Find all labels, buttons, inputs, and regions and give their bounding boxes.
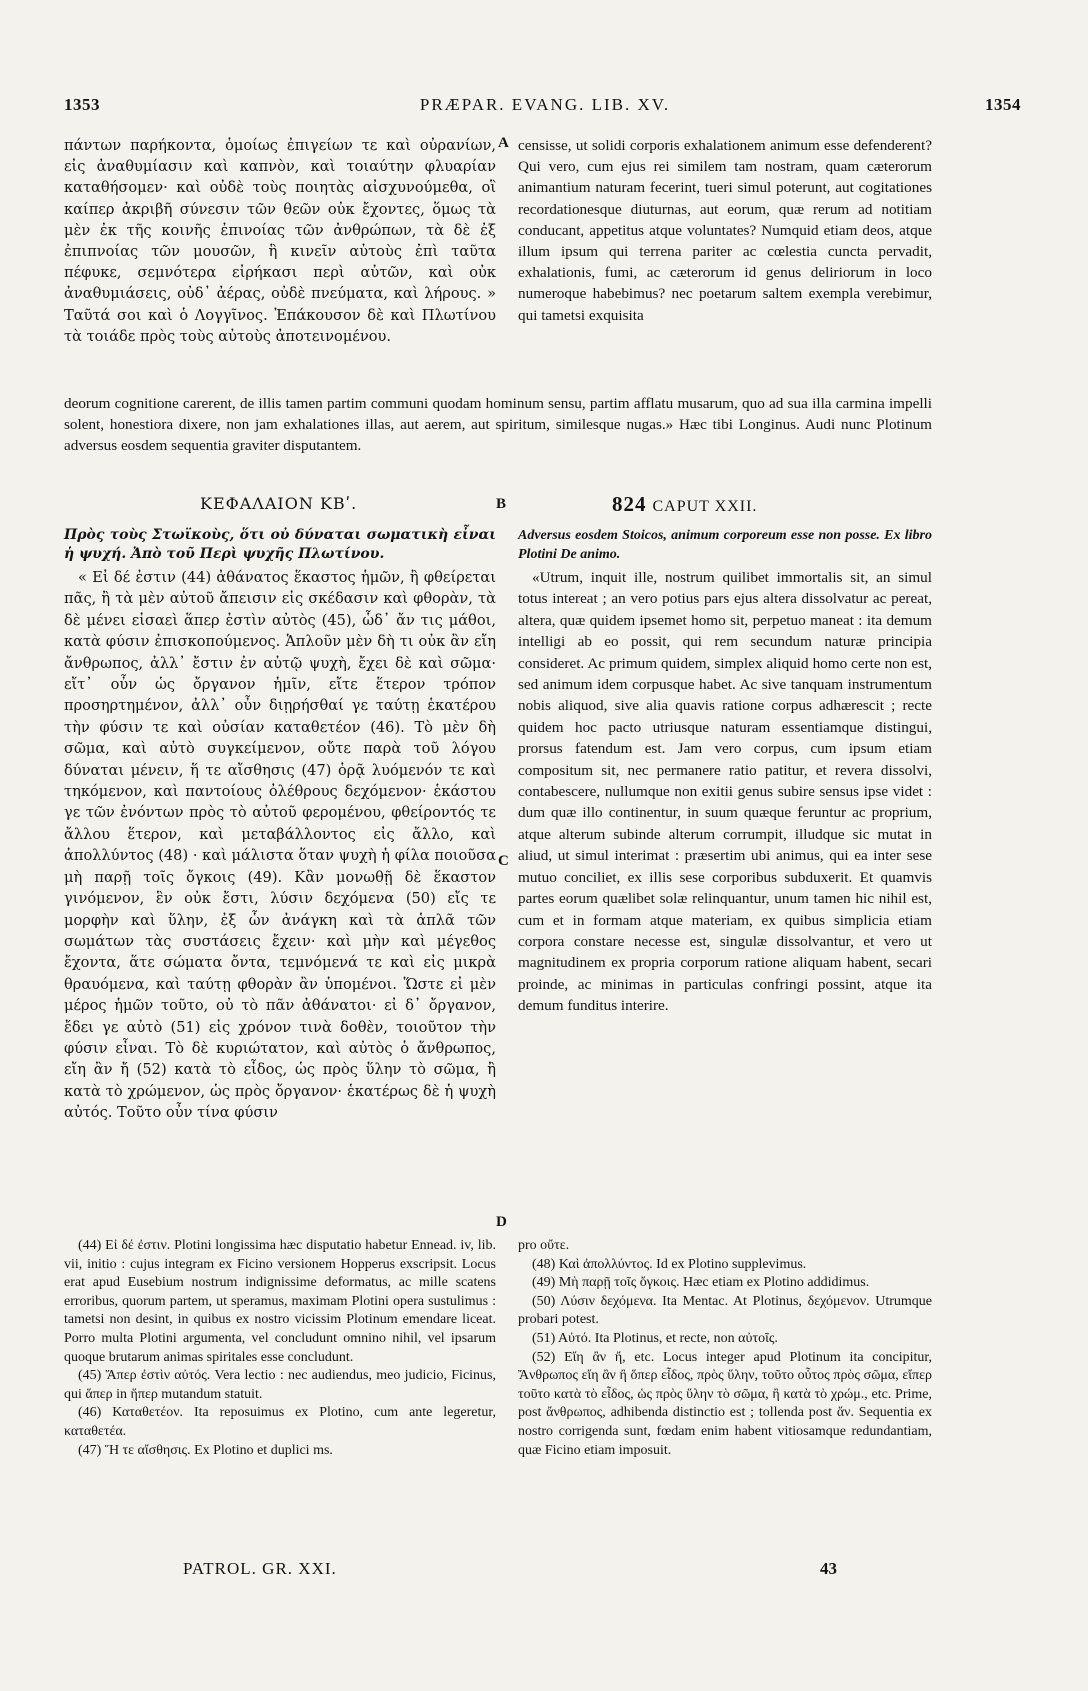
margin-letter-b: B <box>496 496 507 512</box>
greek-body-text: « Εἰ δέ ἐστιν (44) ἀθάνατος ἕκαστος ἡμῶν, ἢ φθείρεται πᾶς, ἢ τὰ μὲν αὐτοῦ ἄπεισιν εἰς σκέδασιν καὶ φθορὰν, τὰ δὲ μένει εἰσαεὶ ἅπερ ἐστὶν αὐτὸς (45), ὧδ᾽ ἄν τις μάθοι, κατὰ φύσιν ἐπισκοπούμενος. Ἁπλοῦν μὲν δὴ τι οὐκ ἂν εἴη ἄνθρωπος, ἀλλ᾽ ἔστιν ἐν αὐτῷ ψυχὴ, ἔχει δὲ καὶ σῶμα· εἴτ᾽ οὖν ὡς ὄργανον ἡμῖν, εἴτε ἕτερον τρόπον προσηρτημένον, ἀλλ᾽ οὖν διῃρήσθαί γε ταύτῃ ἑκατέρου τὴν φύσιν τε καὶ οὐσίαν καταθετέον (46). Τὸ μὲν δὴ σῶμα, καὶ αὐτὸ συγκείμενον, οὔτε παρὰ τοῦ λόγου δύναται μένειν, ἥ τε αἴσθησις (47) ὁρᾷ λυόμενόν τε καὶ τηκόμενον, καὶ παντοίους ὀλέθρους δεχόμενον· ἑκάστου γε τῶν ἐνόντων πρὸς τὸ αὐτοῦ φερομένου, φθείροντός τε ἄλλου ἕτερον, καὶ μεταβάλλοντος εἰς ἄλλο, καὶ ἀπολλύντος (48) · καὶ μάλιστα ὅταν ψυχὴ ἡ φίλα ποιοῦσα μὴ παρῇ τοῖς ὄγκοις (49). Κἂν μονωθῇ δὲ ἕκαστον γινόμενον, ἓν οὐκ ἔστι, λύσιν δεχόμενα (50) εἴς τε μορφὴν καὶ ὕλην, ἐξ ὧν ἀνάγκη καὶ τὰ ἁπλᾶ τῶν σωμάτων τὰς συστάσεις ἔχειν· καὶ μὴν καὶ μέγεθος ἔχοντα, ἅτε σώματα ὄντα, τεμνόμενά τε καὶ εἰς μικρὰ θραυόμενα, καὶ ταύτῃ φθορὰν ἂν ὑπομένοι. Ὥστε εἰ μὲν μέρος ἡμῶν τοῦτο, οὐ τὸ πᾶν ἀθάνατοι· εἰ δ᾽ ὄργανον, ἔδει γε αὐτὸ (51) εἰς χρόνον τινὰ δοθὲν, τοιοῦτον τὴν φύσιν εἶναι. Τὸ δὲ κυριώτατον, καὶ αὐτὸς ὁ ἄνθρωπος, εἴη ἂν ἤ (52) κατὰ τὸ εἶδος, ὡς πρὸς ὕλην τὸ σῶμα, ἢ κατὰ τὸ χρώμενον, ὡς πρὸς ὄργανον· ἑκατέρως δὲ ἡ ψυχὴ αὐτός. Τοῦτο οὖν τίνα φύσιν <box>64 569 496 1122</box>
latin-top-text: censisse, ut solidi corporis exhalationem animum esse defenderent? Qui vero, cum ejus rei similem tam nostram, quam cæterorum animantium naturam fecerint, tueri simul poterunt, aut cogitationes recordationesque diuturnas, aut eorum, quæ rerum ad notitiam conducant, appetitus atque voluntates? Numquid etiam deos, atque illum ipsum qui terrena pariter ac cœlestia cuncta pervadit, exhalationis, fumi, ac cæterorum id genus deliriorum in loco numeroque habebimus? nec poetarum saltem exempla verebimur, qui tametsi exquisita <box>518 137 932 324</box>
greek-body-column <box>64 567 496 1124</box>
latin-top-column <box>518 135 932 326</box>
greek-chapter-heading: ΚΕΦΑΛΑΙΟΝ ΚΒʹ. <box>200 494 358 513</box>
chapter-number: 824 <box>612 492 647 516</box>
footnotes-left <box>64 1237 496 1460</box>
greek-top-text: πάντων παρήκοντα, ὁμοίως ἐπιγείων τε καὶ οὐρανίων, εἰς ἀναθυμίασιν καὶ καπνὸν, καὶ τοιαύτην φλυαρίαν καταθήσομεν· καὶ οὐδὲ τοὺς ποιητὰς αἰσχυνούμεθα, οἳ καίπερ ἀκριβῆ σύνεσιν τῶν θεῶν οὐκ ἔχοντες, ὅμως τὰ μὲν ἐκ τῆς κοινῆς ἐπινοίας τῶν ἀνθρώπων, τὰ δὲ ἐξ ἐπιπνοίας τῶν μουσῶν, ἣ κινεῖν αὐτοὺς ἐπὶ ταῦτα πέφυκε, σεμνότερα εἰρήκασι περὶ αὐτῶν, καὶ οὐκ ἀναθυμιάσεις, οὐδ᾽ ἀέρας, οὐδὲ πνεύματα, καὶ λήρους. » Ταῦτά σοι καὶ ὁ Λογγῖνος. Ἐπάκουσον δὲ καὶ Πλωτίνου τὰ τοιάδε πρὸς τοὺς αὐτοὺς ἀποτεινομένου. <box>64 137 496 345</box>
full-width-paragraph <box>64 393 932 457</box>
footnote: (45) Ἅπερ ἐστὶν αὐτός. Vera lectio : nec audiendus, meo judicio, Ficinus, qui ἅπερ in ἥπερ mutandum statuit. <box>64 1368 496 1402</box>
footnote: (51) Αὐτό. Ita Plotinus, et recte, non αὐτοῖς. <box>532 1330 778 1346</box>
margin-letter-a: A <box>498 135 509 151</box>
footnote: (49) Μὴ παρῇ τοῖς ὄγκοις. Hæc etiam ex Plotino addidimus. <box>532 1275 870 1291</box>
page-number-right: 1354 <box>985 95 1021 114</box>
footnotes-right <box>518 1237 932 1460</box>
footnote: (47) Ἥ τε αἴσθησις. Ex Plotino et duplici ms. <box>78 1442 333 1458</box>
latin-chapter-heading <box>612 492 757 517</box>
footnote: (52) Εἴη ἂν ἤ, etc. Locus integer apud Plotinum ita concipitur, Ἄνθρωπος εἴη ἂν ἢ ὅπερ εἶδος, πρὸς ὕλην, τοῦτο οὗτος πρὸς σῶμα, εἴπερ τοῦτο κατὰ τὸ εἶδος, ὡς πρὸς ὕλην τὸ σῶμα, ἢ κατὰ τὸ χρώμ., etc. Prime, post ἄνθρωπος, adhibenda distinctio est ; tollenda post ἄν. Sequentia ex nostro corrigenda sunt, fœdam enim habent vitiosamque redundantiam, quæ Ficino etiam imposuit. <box>518 1349 932 1458</box>
footnote: (50) Λύσιν δεχόμενα. Ita Mentac. At Plotinus, δεχόμενον. Utrumque probari potest. <box>518 1293 932 1328</box>
greek-top-column <box>64 135 496 347</box>
latin-body-column <box>518 567 932 1017</box>
page-number-left: 1353 <box>64 95 100 114</box>
full-width-text: deorum cognitione carerent, de illis tamen partim communi quodam hominum sensu, partim afflatu musarum, quo ad sua illa carmina impelli solent, honestiora dixere, non jam exhalationes illas, aut aerem, aut spiritum, similesque nugas.» Hæc tibi Longinus. Audi nunc Plotinum adversus eosdem sequentia graviter disputantem. <box>64 395 932 455</box>
footnote: (46) Καταθετέον. Ita reposuimus ex Plotino, cum ante legeretur, καταθετέα. <box>64 1405 496 1439</box>
margin-letter-d: D <box>496 1214 507 1230</box>
footnote: (48) Καὶ ἀπολλύντος. Id ex Plotino supplevimus. <box>532 1256 807 1272</box>
chapter-title: CAPUT XXII. <box>652 498 758 515</box>
footer-series: PATROL. GR. XXI. <box>183 1559 337 1578</box>
footnote: pro οὔτε. <box>518 1238 570 1253</box>
greek-subtitle: Πρὸς τοὺς Στωϊκοὺς, ὅτι οὐ δύναται σωματικὴ εἶναι ἡ ψυχή. Ἀπὸ τοῦ Περὶ ψυχῆς Πλωτίνου. <box>64 527 496 562</box>
margin-letter-c: C <box>498 853 509 869</box>
latin-subtitle: Adversus eosdem Stoicos, animum corporeum esse non posse. Ex libro Plotini De animo. <box>518 528 932 562</box>
latin-body-text: «Utrum, inquit ille, nostrum quilibet immortalis sit, an simul totus intereat ; an vero potius pars ejus altera dissolvatur ac pereat, altera, quæ quidem ipsemet homo sit, perpetuo maneat : ita demum intelligi ab eo possit, qui rem secundum naturæ principia consideret. Ac primum quidem, simplex aliquid homo certe non est, sed animum idem corpusque habet. Ac sive tanquam instrumentum nobis aliquod, sive alia quavis ratione corpus adhærescit ; recte quidem hoc pacto utriusque naturam essentiamque distingui, prorsus fatendum est. Jam vero corpus, cum ipsum etiam compositum sit, nec permanere ratio patitur, et revera dissolvi, contabescere, nullumque non exitii genus subire sensus ipse videt : dum quæ illo continentur, in suum quæque feruntur ac proprium, atque alterum subinde alterum corrumpit, illudque sic mutat in aliud, ut simul interimat : præsertim ubi animus, qui ea inter sese mutuo conciliet, ex illis sese corporibus subduxerit. Et quamvis partes eorum quælibet solæ relinquantur, unum tamen hic nihil est, cum et in formam atque materiam, ex quibus simplicia etiam corpora constare necesse est, singulæ dissolvantur, et vero ut magnitudinem ex propria corporum ratione aliquam habent, secari proinde, ac minimas in particulas confringi possint, atque ita demum funditus interire. <box>518 569 932 1015</box>
footnote: (44) Εἰ δέ ἐστιν. Plotini longissima hæc disputatio habetur Ennead. iv, lib. vii, initio : cujus integram ex Ficino versionem Hopperus exscripsit. Locus erat apud Eusebium nostrum indignissime deformatus, ac mille scatens erroribus, quorum partem, ut speramus, maximam Plotini opera sustulimus : tametsi non desint, in quibus ex nostro vicissim Plotinum emendare liceat. Porro multa Plotini argumenta, vel concludunt omnino nihil, vel ipsarum quoque brutarum animas spiritales esse concludunt. <box>64 1238 496 1365</box>
footer-signature: 43 <box>820 1559 837 1578</box>
running-title: PRÆPAR. EVANG. LIB. XV. <box>419 95 671 114</box>
